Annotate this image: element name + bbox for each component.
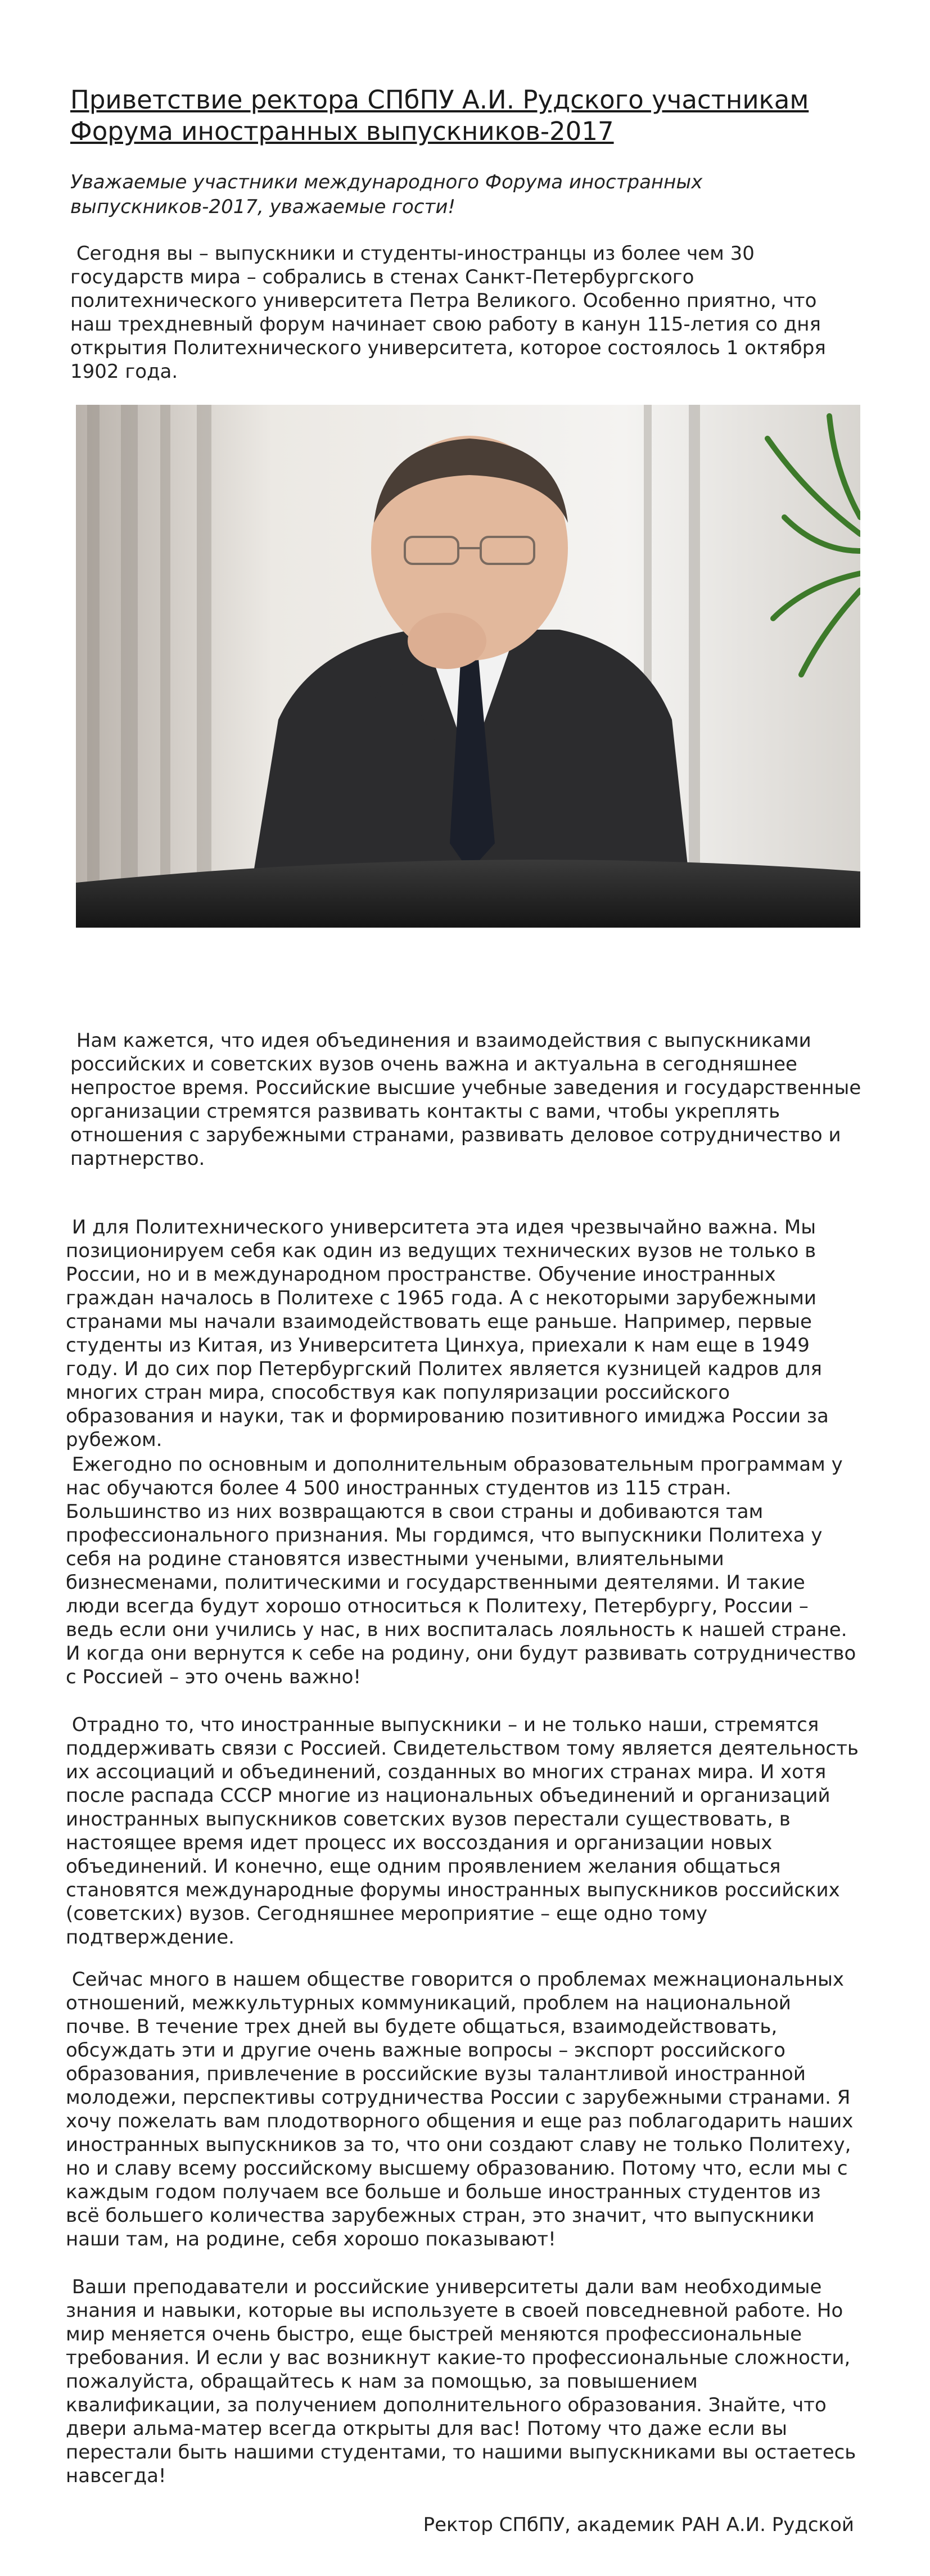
paragraph-polytech: И для Политехнического университета эта идея чрезвычайно важна. Мы позиционируем себя как один из ведущих технических вузов не только в России, но и в международном пространстве. Обучение иностранных граждан началось в Политехе с 1965 года. А с некоторыми зарубежными странами мы начали взаимодействовать еще раньше. Например, первые студенты из Китая, из Университета Цинхуа, приехали к нам еще в 1949 году. И до сих пор Петербургский Политех является кузницей кадров для многих стран мира, способствуя как популяризации российского образования и науки, так и формированию позитивного имиджа России за рубежом.	[66, 1216, 835, 1451]
paragraph-idea: Нам кажется, что идея объединения и взаимодействия с выпускниками российских и советских вузов очень важна и актуальна в сегодняшнее непростое время. Российские высшие учебные заведения и государственные организации стремятся развивать контакты с вами, чтобы укреплять отношения с зарубежными странами, развивать деловое сотрудничество и партнерство.	[70, 1029, 868, 1170]
page-title: Приветствие ректора СПбПУ А.И. Рудского участникам Форума иностранных выпускников-2017	[70, 85, 809, 146]
paragraph-intro: Сегодня вы – выпускники и студенты-иностранцы из более чем 30 государств мира – собрались в стенах Санкт-Петербургского политехнического университета Петра Великого. Особенно приятно, что наш трехдневный форум начинает свою работу в канун 115-летия со дня открытия Политехнического университета, которое состоялось 1 октября 1902 года.	[70, 242, 832, 383]
rector-photo	[76, 405, 860, 928]
paragraph-relations: Сейчас много в нашем обществе говорится о проблемах межнациональных отношений, межкультурных коммуникаций, проблем на национальной почве. В течение трех дней вы будете общаться, взаимодействовать, обсуждать эти и другие очень важные вопросы – экспорт российского образования, привлечение в российские вузы талантливой иностранной молодежи, перспективы сотрудничества России с зарубежными странами. Я хочу пожелать вам плодотворного общения и еще раз поблагодарить наших иностранных выпускников за то, что они создают славу не только Политеху, но и славу всему российскому высшему образованию. Потому что, если мы с каждым годом получаем все больше и больше иностранных студентов из всё большего количества зарубежных стран, это значит, что выпускники наши там, на родине, себя хорошо показывают!	[66, 1968, 860, 2250]
paragraph-associations: Отрадно то, что иностранные выпускники – и не только наши, стремятся поддерживать связи с Россией. Свидетельством тому является деятельность их ассоциаций и объединений, созданных во многих странах мира. И хотя после распада СССР многие из национальных объединений и организаций иностранных выпускников советских вузов перестали существовать, в настоящее время идет процесс их воссоздания и организации новых объединений. И конечно, еще одним проявлением желания общаться становятся международные форумы иностранных выпускников российских (советских) вузов. Сегодняшнее мероприятие – еще одно тому подтверждение.	[66, 1714, 865, 1949]
signature: Ректор СПбПУ, академик РАН А.И. Рудской	[423, 2514, 854, 2536]
greeting-text: Уважаемые участники международного Форума иностранных выпускников-2017, уважаемые гости!	[70, 171, 703, 218]
paragraph-students: Ежегодно по основным и дополнительным образовательным программам у нас обучаются более 4 500 иностранных студентов из 115 стран. Большинство из них возвращаются в свои страны и добиваются там профессионального признания. Мы гордимся, что выпускники Политеха у себя на родине становятся известными учеными, влиятельными бизнесменами, политическими и государственными деятелями. И такие люди всегда будут хорошо относиться к Политеху, Петербургу, России – ведь если они учились у нас, в них воспиталась лояльность к нашей стране. И когда они вернутся к себе на родину, они будут развивать сотрудничество с Россией – это очень важно!	[66, 1453, 863, 1688]
paragraph-teachers: Ваши преподаватели и российские университеты дали вам необходимые знания и навыки, которые вы используете в своей повседневной работе. Но мир меняется очень быстро, еще быстрей меняются профессиональные требования. И если у вас возникнут какие-то профессиональные сложности, пожалуйста, обращайтесь к нам за помощью, за повышением квалификации, за получением дополнительного образования. Знайте, что двери альма-матер всегда открыты для вас! Потому что даже если вы перестали быть нашими студентами, то нашими выпускниками вы остаетесь навсегда!	[66, 2276, 863, 2487]
